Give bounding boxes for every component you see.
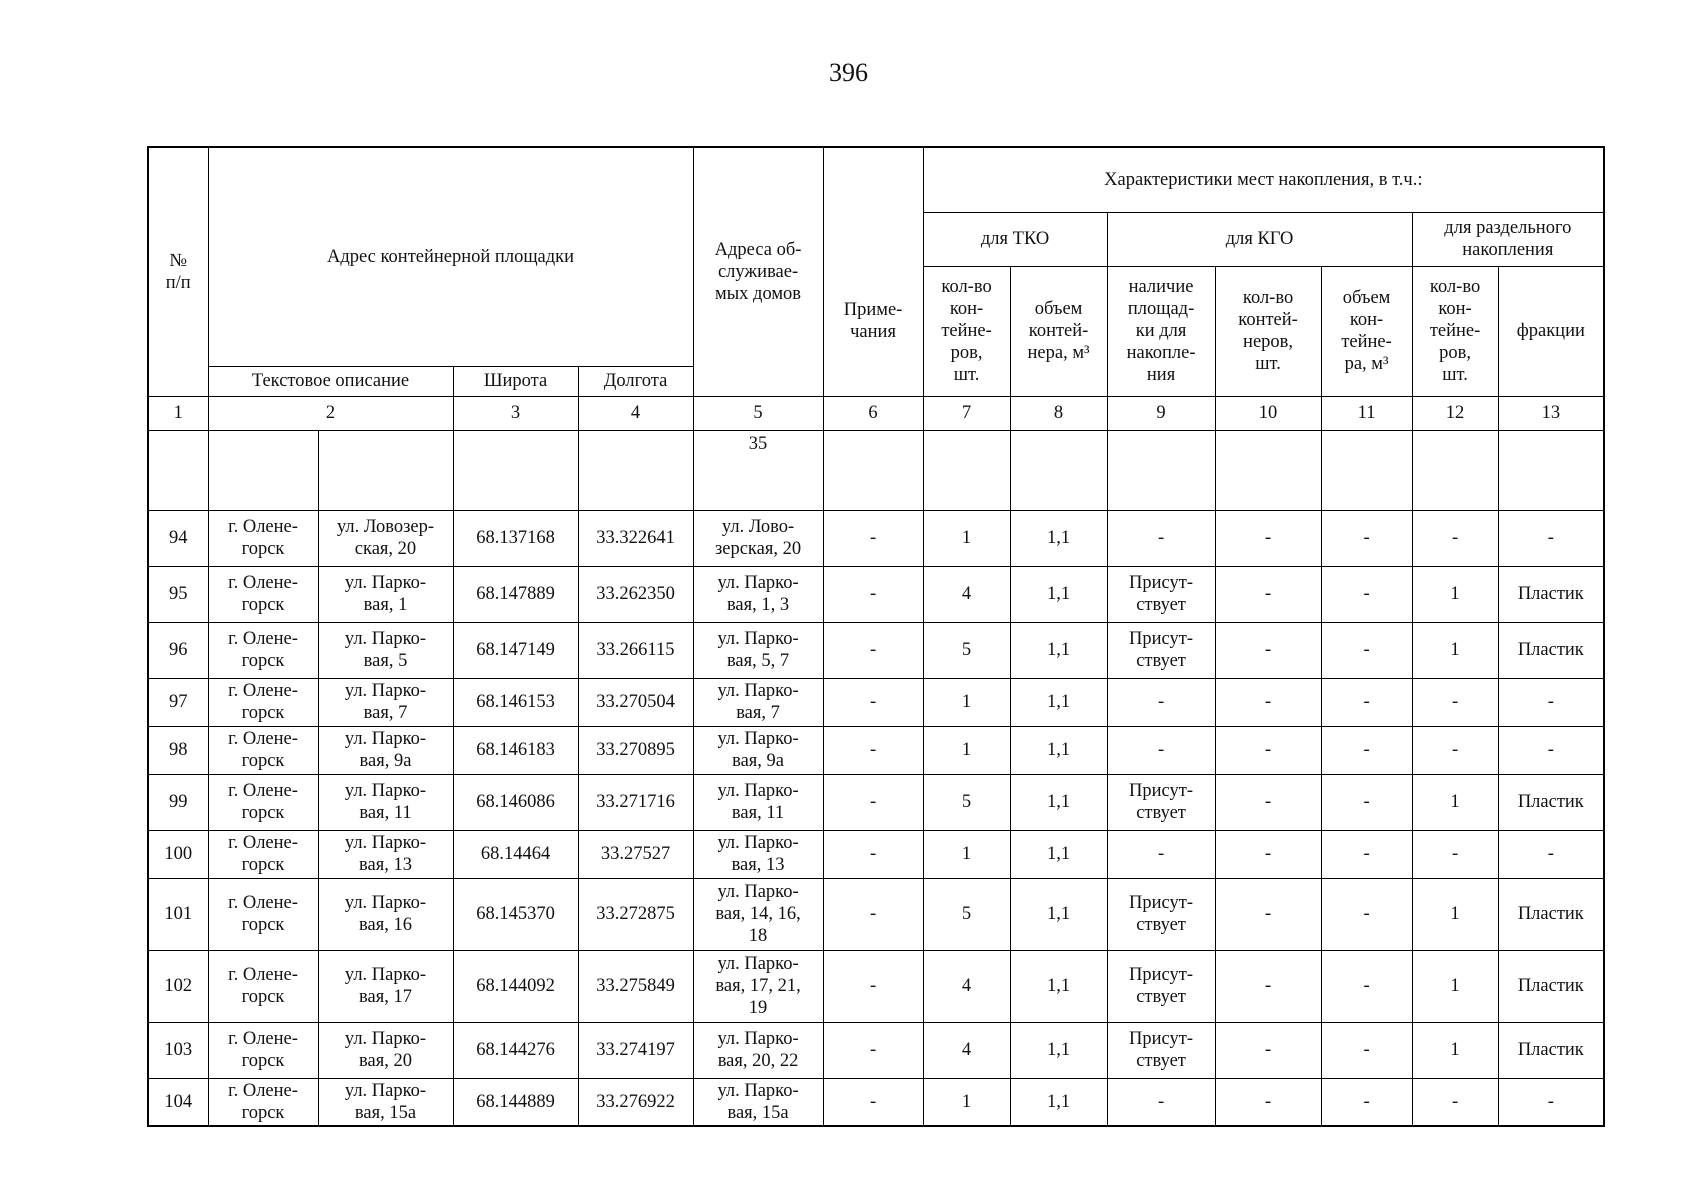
cell-separate-container-count: -	[1412, 830, 1498, 878]
cell-kgo-container-count: -	[1215, 510, 1321, 566]
cell-note: -	[823, 774, 923, 830]
cell-kgo-container-volume: -	[1321, 950, 1412, 1022]
col-number: 7	[923, 396, 1010, 430]
table-row	[148, 726, 1604, 774]
header-kgo-count: кол-во контей- неров, шт.	[1215, 266, 1321, 396]
cell-separate-fraction: Пластик	[1498, 566, 1604, 622]
cell-served-houses: ул. Парко- вая, 17, 21, 19	[693, 950, 823, 1022]
cell-served-houses: ул. Лово- зерская, 20	[693, 510, 823, 566]
cell-served-houses: ул. Парко- вая, 14, 16, 18	[693, 878, 823, 950]
header-kgo-volume: объем кон- тейне- ра, м³	[1321, 266, 1412, 396]
cell-tko-container-volume: 1,1	[1010, 566, 1107, 622]
cell-longitude: 33.266115	[578, 622, 693, 678]
cell-kgo-container-volume: -	[1321, 566, 1412, 622]
cell-served-houses: ул. Парко- вая, 11	[693, 774, 823, 830]
cell-tko-container-count: 4	[923, 566, 1010, 622]
cell-tko-container-volume: 1,1	[1010, 622, 1107, 678]
cell-kgo-container-count: -	[1215, 726, 1321, 774]
cell-latitude: 68.145370	[453, 878, 578, 950]
cell-separate-fraction: -	[1498, 678, 1604, 726]
container-sites-table	[147, 146, 1605, 1127]
cell-kgo-site-presence: Присут- ствует	[1107, 950, 1215, 1022]
cell-longitude: 33.27527	[578, 830, 693, 878]
cell-kgo-container-count: -	[1215, 1078, 1321, 1126]
table-row	[148, 510, 1604, 566]
cell-tko-container-volume: 1,1	[1010, 878, 1107, 950]
cell-kgo-container-count: -	[1215, 566, 1321, 622]
cell-street: ул. Ловозер- ская, 20	[318, 510, 453, 566]
cell-tko-container-count: 4	[923, 1022, 1010, 1078]
cell-street: ул. Парко- вая, 16	[318, 878, 453, 950]
cell-row-number: 99	[148, 774, 208, 830]
cell-latitude: 68.144092	[453, 950, 578, 1022]
header-num: № п/п	[148, 147, 208, 396]
cell-note: -	[823, 1078, 923, 1126]
header-separate: для раздельного накопления	[1412, 212, 1604, 266]
table-row	[148, 950, 1604, 1022]
cell-kgo-container-volume: -	[1321, 510, 1412, 566]
table-row	[148, 1078, 1604, 1126]
cell-separate-container-count: -	[1412, 1078, 1498, 1126]
cell-tko-container-volume: 1,1	[1010, 830, 1107, 878]
cell-tko-container-count: 1	[923, 726, 1010, 774]
cell-separate-container-count: -	[1412, 510, 1498, 566]
cell-separate-container-count: 1	[1412, 878, 1498, 950]
cell-kgo-container-count: -	[1215, 878, 1321, 950]
cell-longitude: 33.272875	[578, 878, 693, 950]
cell-row-number: 104	[148, 1078, 208, 1126]
cell-separate-fraction: Пластик	[1498, 1022, 1604, 1078]
cell-row-number: 97	[148, 678, 208, 726]
cell-separate-fraction: Пластик	[1498, 622, 1604, 678]
cell-note: -	[823, 1022, 923, 1078]
cell-kgo-site-presence: Присут- ствует	[1107, 878, 1215, 950]
header-tko: для ТКО	[923, 212, 1107, 266]
col-number: 3	[453, 396, 578, 430]
cell-note: -	[823, 726, 923, 774]
cell-longitude: 33.276922	[578, 1078, 693, 1126]
cell-tko-container-volume: 1,1	[1010, 1078, 1107, 1126]
table-row	[148, 622, 1604, 678]
cell-note: -	[823, 678, 923, 726]
cell-separate-container-count: 1	[1412, 950, 1498, 1022]
cell-tko-container-count: 5	[923, 774, 1010, 830]
cell-note: -	[823, 878, 923, 950]
cell-note: -	[823, 950, 923, 1022]
cell-kgo-container-volume: -	[1321, 1022, 1412, 1078]
cell-note: -	[823, 566, 923, 622]
cell-kgo-container-volume: -	[1321, 1078, 1412, 1126]
cell-separate-fraction: -	[1498, 1078, 1604, 1126]
page-number: 396	[829, 58, 868, 87]
cell-separate-container-count: 1	[1412, 566, 1498, 622]
data-rows	[148, 510, 1604, 1126]
cell-row-number: 101	[148, 878, 208, 950]
cell-city: г. Олене- горск	[208, 510, 318, 566]
cell-latitude: 68.14464	[453, 830, 578, 878]
cell-served-houses: ул. Парко- вая, 20, 22	[693, 1022, 823, 1078]
cell-kgo-site-presence: Присут- ствует	[1107, 1022, 1215, 1078]
cell-kgo-site-presence: Присут- ствует	[1107, 566, 1215, 622]
header-kgo: для КГО	[1107, 212, 1412, 266]
cell-separate-container-count: 1	[1412, 774, 1498, 830]
cell-kgo-container-volume: -	[1321, 726, 1412, 774]
cell-separate-fraction: -	[1498, 830, 1604, 878]
continuation-value: 35	[693, 430, 823, 510]
cell-tko-container-count: 1	[923, 678, 1010, 726]
cell-street: ул. Парко- вая, 15а	[318, 1078, 453, 1126]
col-number: 8	[1010, 396, 1107, 430]
cell-separate-container-count: 1	[1412, 622, 1498, 678]
cell-latitude: 68.137168	[453, 510, 578, 566]
cell-kgo-container-volume: -	[1321, 774, 1412, 830]
cell-city: г. Олене- горск	[208, 566, 318, 622]
table-row	[148, 878, 1604, 950]
header-tko-volume: объем контей- нера, м³	[1010, 266, 1107, 396]
cell-street: ул. Парко- вая, 20	[318, 1022, 453, 1078]
cell-tko-container-volume: 1,1	[1010, 774, 1107, 830]
cell-separate-fraction: -	[1498, 726, 1604, 774]
cell-tko-container-volume: 1,1	[1010, 1022, 1107, 1078]
table-row	[148, 1022, 1604, 1078]
col-number: 10	[1215, 396, 1321, 430]
cell-served-houses: ул. Парко- вая, 1, 3	[693, 566, 823, 622]
cell-longitude: 33.271716	[578, 774, 693, 830]
cell-separate-fraction: Пластик	[1498, 950, 1604, 1022]
col-number: 12	[1412, 396, 1498, 430]
cell-kgo-site-presence: -	[1107, 830, 1215, 878]
cell-city: г. Олене- горск	[208, 1022, 318, 1078]
column-number-row	[148, 396, 1604, 430]
col-number: 9	[1107, 396, 1215, 430]
cell-tko-container-count: 1	[923, 1078, 1010, 1126]
cell-tko-container-count: 5	[923, 878, 1010, 950]
cell-city: г. Олене- горск	[208, 950, 318, 1022]
cell-city: г. Олене- горск	[208, 830, 318, 878]
cell-street: ул. Парко- вая, 5	[318, 622, 453, 678]
header-sep-count: кол-во кон- тейне- ров, шт.	[1412, 266, 1498, 396]
cell-latitude: 68.146183	[453, 726, 578, 774]
col-number: 13	[1498, 396, 1604, 430]
cell-kgo-site-presence: -	[1107, 1078, 1215, 1126]
cell-tko-container-count: 4	[923, 950, 1010, 1022]
cell-tko-container-volume: 1,1	[1010, 950, 1107, 1022]
cell-kgo-site-presence: Присут- ствует	[1107, 622, 1215, 678]
cell-city: г. Олене- горск	[208, 678, 318, 726]
cell-served-houses: ул. Парко- вая, 9а	[693, 726, 823, 774]
cell-city: г. Олене- горск	[208, 726, 318, 774]
table-row	[148, 774, 1604, 830]
col-number: 1	[148, 396, 208, 430]
header-notes: Приме- чания	[823, 147, 923, 396]
header-longitude: Долгота	[578, 366, 693, 396]
cell-served-houses: ул. Парко- вая, 7	[693, 678, 823, 726]
cell-row-number: 100	[148, 830, 208, 878]
cell-latitude: 68.146153	[453, 678, 578, 726]
cell-kgo-site-presence: Присут- ствует	[1107, 774, 1215, 830]
cell-longitude: 33.262350	[578, 566, 693, 622]
header-kgo-site: наличие площад- ки для накопле- ния	[1107, 266, 1215, 396]
cell-latitude: 68.147889	[453, 566, 578, 622]
cell-tko-container-volume: 1,1	[1010, 510, 1107, 566]
col-number: 6	[823, 396, 923, 430]
cell-note: -	[823, 622, 923, 678]
cell-row-number: 98	[148, 726, 208, 774]
continuation-row	[148, 430, 1604, 510]
col-number: 11	[1321, 396, 1412, 430]
cell-latitude: 68.144889	[453, 1078, 578, 1126]
cell-separate-fraction: Пластик	[1498, 878, 1604, 950]
cell-separate-fraction: -	[1498, 510, 1604, 566]
cell-latitude: 68.144276	[453, 1022, 578, 1078]
cell-kgo-container-count: -	[1215, 830, 1321, 878]
col-number: 4	[578, 396, 693, 430]
cell-served-houses: ул. Парко- вая, 15а	[693, 1078, 823, 1126]
cell-kgo-site-presence: -	[1107, 726, 1215, 774]
table-row	[148, 830, 1604, 878]
cell-served-houses: ул. Парко- вая, 13	[693, 830, 823, 878]
col-number: 5	[693, 396, 823, 430]
cell-row-number: 96	[148, 622, 208, 678]
cell-kgo-container-volume: -	[1321, 622, 1412, 678]
col-number: 2	[208, 396, 453, 430]
cell-tko-container-volume: 1,1	[1010, 726, 1107, 774]
table-row	[148, 678, 1604, 726]
header-address-group: Адрес контейнерной площадки	[208, 147, 693, 366]
cell-street: ул. Парко- вая, 9а	[318, 726, 453, 774]
cell-latitude: 68.146086	[453, 774, 578, 830]
cell-row-number: 95	[148, 566, 208, 622]
cell-city: г. Олене- горск	[208, 878, 318, 950]
cell-kgo-container-count: -	[1215, 622, 1321, 678]
cell-separate-fraction: Пластик	[1498, 774, 1604, 830]
header-tko-count: кол-во кон- тейне- ров, шт.	[923, 266, 1010, 396]
header-served-houses: Адреса об- служивае- мых домов	[693, 147, 823, 396]
cell-city: г. Олене- горск	[208, 622, 318, 678]
cell-kgo-container-count: -	[1215, 1022, 1321, 1078]
cell-kgo-container-volume: -	[1321, 878, 1412, 950]
cell-kgo-site-presence: -	[1107, 678, 1215, 726]
cell-tko-container-count: 1	[923, 510, 1010, 566]
cell-row-number: 94	[148, 510, 208, 566]
cell-separate-container-count: -	[1412, 678, 1498, 726]
cell-row-number: 102	[148, 950, 208, 1022]
cell-kgo-container-volume: -	[1321, 678, 1412, 726]
cell-longitude: 33.270504	[578, 678, 693, 726]
header-sep-fraction: фракции	[1498, 266, 1604, 396]
cell-longitude: 33.275849	[578, 950, 693, 1022]
cell-note: -	[823, 830, 923, 878]
cell-tko-container-count: 1	[923, 830, 1010, 878]
cell-street: ул. Парко- вая, 1	[318, 566, 453, 622]
cell-city: г. Олене- горск	[208, 1078, 318, 1126]
header-characteristics: Характеристики мест накопления, в т.ч.:	[923, 147, 1604, 212]
cell-kgo-container-count: -	[1215, 678, 1321, 726]
cell-longitude: 33.270895	[578, 726, 693, 774]
cell-kgo-container-count: -	[1215, 950, 1321, 1022]
cell-row-number: 103	[148, 1022, 208, 1078]
cell-note: -	[823, 510, 923, 566]
cell-longitude: 33.322641	[578, 510, 693, 566]
cell-kgo-container-volume: -	[1321, 830, 1412, 878]
cell-street: ул. Парко- вая, 11	[318, 774, 453, 830]
cell-street: ул. Парко- вая, 7	[318, 678, 453, 726]
cell-tko-container-count: 5	[923, 622, 1010, 678]
cell-city: г. Олене- горск	[208, 774, 318, 830]
cell-kgo-container-count: -	[1215, 774, 1321, 830]
header-latitude: Широта	[453, 366, 578, 396]
cell-longitude: 33.274197	[578, 1022, 693, 1078]
cell-latitude: 68.147149	[453, 622, 578, 678]
cell-street: ул. Парко- вая, 13	[318, 830, 453, 878]
cell-separate-container-count: 1	[1412, 1022, 1498, 1078]
cell-street: ул. Парко- вая, 17	[318, 950, 453, 1022]
cell-kgo-site-presence: -	[1107, 510, 1215, 566]
header-text-description: Текстовое описание	[208, 366, 453, 396]
cell-served-houses: ул. Парко- вая, 5, 7	[693, 622, 823, 678]
cell-separate-container-count: -	[1412, 726, 1498, 774]
table-row	[148, 566, 1604, 622]
cell-tko-container-volume: 1,1	[1010, 678, 1107, 726]
